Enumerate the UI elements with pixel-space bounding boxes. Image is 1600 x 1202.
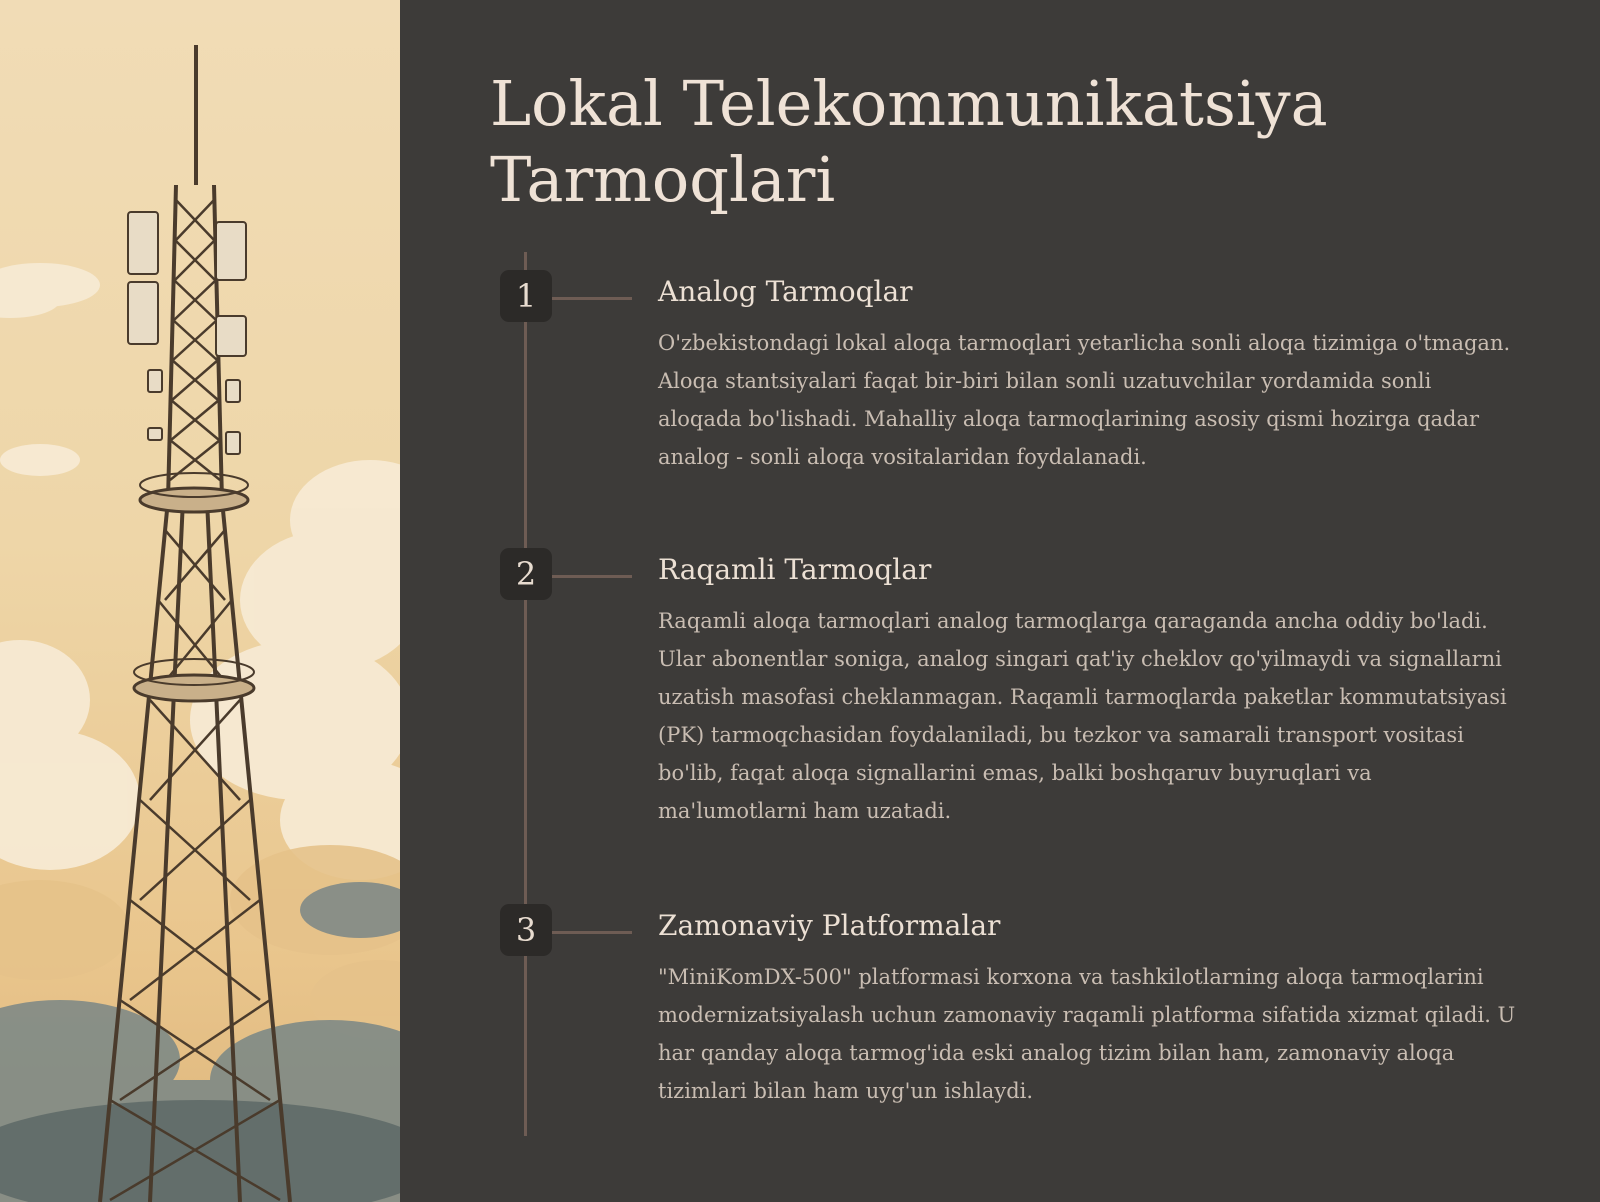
step-title: Zamonaviy Platformalar: [658, 909, 1001, 942]
step-connector: [552, 575, 632, 578]
step-description: Raqamli aloqa tarmoqlari analog tarmoqlarga qaraganda ancha oddiy bo'ladi. Ular abonentlar soniga, analog singari qat'iy cheklov qo'yilmaydi va signallarni uzatish masofasi cheklanmagan. Raqamli tarmoqlarda paketlar kommutatsiyasi (PK) tarmoqchasidan foydalaniladi, bu tezkor va samarali transport vositasi bo'lib, faqat aloqa signallarini emas, balki boshqaruv buyruqlari va ma'lumotlarni ham uzatadi.: [658, 609, 1507, 823]
step-number-badge: 3: [500, 904, 552, 956]
step-number-badge: 1: [500, 270, 552, 322]
step-connector: [552, 931, 632, 934]
page-title: Lokal Telekommunikatsiya Tarmoqlari: [490, 67, 1328, 216]
step-title: Raqamli Tarmoqlar: [658, 553, 932, 586]
step-description: O'zbekistondagi lokal aloqa tarmoqlari yetarlicha sonli aloqa tizimiga o'tmagan. Aloqa stantsiyalari faqat bir-biri bilan sonli uzatuvchilar yordamida sonli aloqada bo'lishadi. Mahalliy aloqa tarmoqlarining asosiy qismi hozirga qadar analog - sonli aloqa vositalaridan foydalanadi.: [658, 331, 1511, 469]
step-number-badge: 2: [500, 548, 552, 600]
step-title: Analog Tarmoqlar: [658, 275, 913, 308]
step-connector: [552, 297, 632, 300]
step-description: "MiniKomDX-500" platformasi korxona va tashkilotlarning aloqa tarmoqlarini modernizatsiyalash uchun zamonaviy raqamli platforma sifatida xizmat qiladi. U har qanday aloqa tarmog'ida eski analog tizim bilan ham, zamonaviy aloqa tizimlari bilan ham uyg'un ishlaydi.: [658, 965, 1516, 1103]
timeline-line: [524, 252, 527, 1136]
content-panel: [400, 0, 1600, 1202]
telecom-tower-illustration: [0, 0, 400, 1202]
